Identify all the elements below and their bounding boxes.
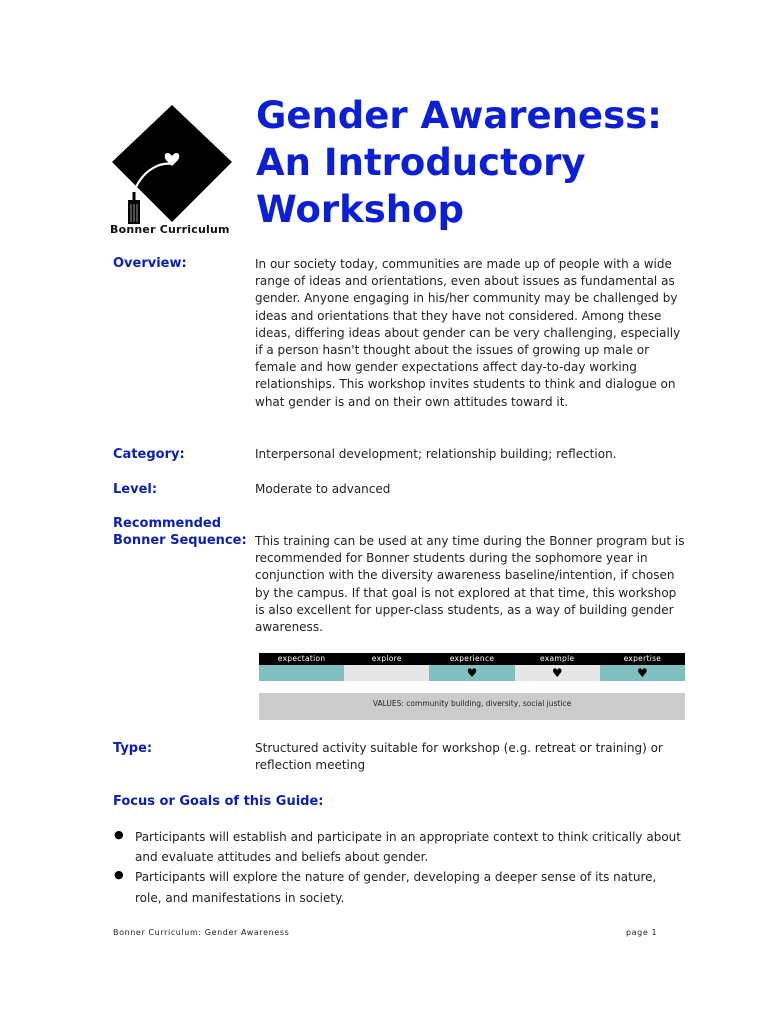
stage-label: example (540, 654, 575, 663)
sequence-label-line-2: Bonner Sequence: (113, 533, 247, 548)
stage-label: expertise (623, 654, 662, 663)
category-label: Category: (113, 447, 185, 462)
bullet-icon: ● (114, 828, 124, 841)
title-line-3: Workshop (256, 188, 465, 231)
stage-cell-heart-icon: ♥ (429, 665, 514, 681)
page-title (256, 92, 736, 233)
goals-list (114, 826, 684, 907)
stage-cell-heart-icon: ♥ (600, 665, 685, 681)
bullet-icon: ● (114, 868, 124, 882)
sequence-label (113, 515, 258, 549)
stage-cell (259, 665, 344, 681)
list-item (114, 866, 684, 906)
sequence-text: This training can be used at any time during the Bonner program but is recommended for Bonner students during the sophomore year in conjunction with the diversity awareness baseline/intention, if chosen by the campus. If that goal is not explored at that time, this workshop is also excellent for upper-class students, as a way of building gender awareness. (255, 534, 685, 635)
level-label: Level: (113, 482, 158, 497)
page-number: page 1 (626, 928, 658, 937)
overview-text: In our society today, communities are made up of people with a wide range of ideas and orientations, even about issues as fundamental as gender. Anyone engaging in his/her community may be challenged by ideas and orientations that they have not considered. Among these ideas, differing ideas about gender can be very challenging, especially if a person hasn't thought about the issues of growing up male or female and how gender expectations affect day-to-day working relationships. This workshop invites students to think and dialogue on what gender is and on their own attitudes toward it. (255, 257, 681, 409)
sequence-label-line-1: Recommended (113, 516, 222, 531)
stage-cell-heart-icon: ♥ (515, 665, 600, 681)
stage-label: experience (449, 654, 495, 663)
list-item (114, 826, 684, 866)
sequence-stage-row (259, 665, 685, 681)
footer-title: Bonner Curriculum: Gender Awareness (113, 928, 290, 937)
type-label: Type: (113, 741, 153, 756)
goals-heading: Focus or Goals of this Guide: (113, 794, 324, 809)
logo-caption: Bonner Curriculum (110, 223, 230, 236)
goal-text: Participants will explore the nature of gender, developing a deeper sense of its nature, role, and manifestations in society. (135, 870, 657, 905)
title-line-2: An Introductory (256, 141, 586, 184)
bonner-sequence-chart (259, 653, 685, 721)
sequence-stage-header (259, 653, 685, 665)
level-text: Moderate to advanced (255, 482, 391, 496)
type-text: Structured activity suitable for workshop (e.g. retreat or training) or reflection meeting (255, 741, 663, 773)
values-bar: VALUES: community building, diversity, social justice (259, 693, 685, 720)
overview-label: Overview: (113, 256, 187, 271)
stage-label: explore (371, 654, 402, 663)
goal-text: Participants will establish and participate in an appropriate context to think critically about and evaluate attitudes and beliefs about gender. (135, 830, 681, 865)
stage-cell (344, 665, 429, 681)
category-text: Interpersonal development; relationship building; reflection. (255, 447, 617, 461)
graduation-cap-heart-icon (110, 100, 245, 240)
stage-label: expectation (277, 654, 326, 663)
title-line-1: Gender Awareness: (256, 94, 662, 137)
